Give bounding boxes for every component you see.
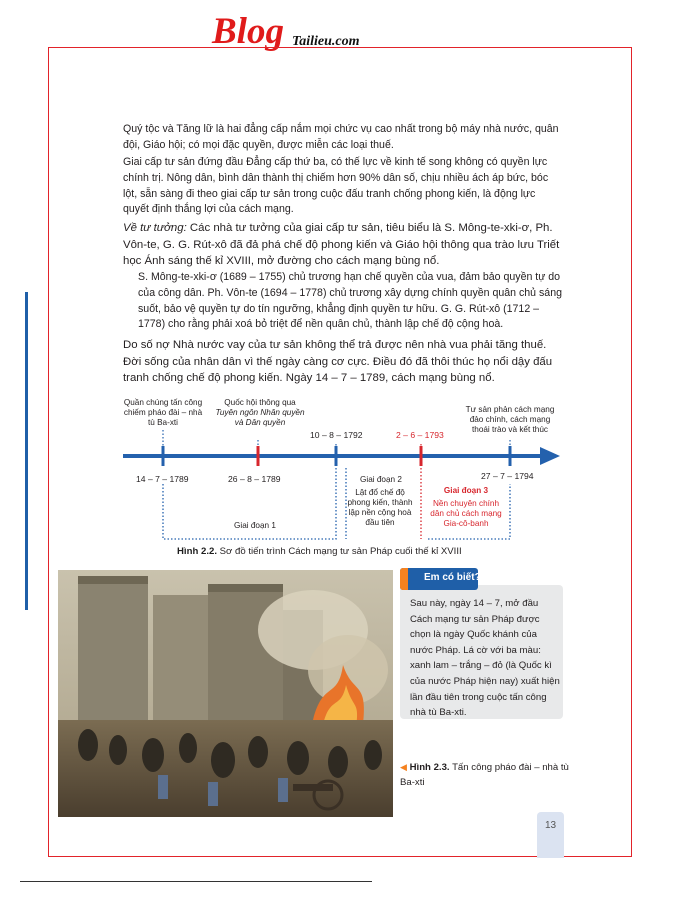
paragraph-lead: Về tư tưởng: (123, 222, 187, 234)
tower-mid (153, 595, 208, 730)
timeline-date-c: 10 – 8 – 1792 (310, 430, 363, 440)
paragraph-text: Quý tộc và Tăng lữ là hai đẳng cấp nắm mọi chức vụ cao nhất trong bộ máy nhà nước, quân đội, Giáo hội; có mọi đặc quyền, được miễn các loại thuế. (123, 123, 559, 151)
paragraph-nobility (123, 122, 563, 154)
phase2-title: Giai đoạn 2 (360, 475, 402, 484)
paragraph-ideology (123, 220, 563, 270)
phase3-title: Giai đoạn 3 (443, 486, 489, 495)
timeline-label-thermidor: Tư sản phản cách mạng đảo chính, cách mạng thoái trào và kết thúc (465, 405, 555, 434)
timeline-date-e: 27 – 7 – 1794 (481, 471, 534, 481)
timeline-label-bastille: Quần chúng tấn công chiếm pháo đài – nhà tù Ba-xti (123, 398, 203, 427)
page-number-tab (537, 812, 564, 858)
paragraph-thinkers (138, 270, 563, 333)
timeline-label-declaration-line1: Quốc hội thông qua (224, 398, 296, 407)
timeline-date-d: 2 – 6 – 1793 (396, 430, 444, 440)
figure-2-3-text: Tấn công pháo đài – nhà tù Ba-xti (400, 762, 569, 788)
paragraph-text: S. Mông-te-xki-ơ (1689 – 1755) chủ trương hạn chế quyền của vua, đảm bảo quyền tự do của công dân. Ph. Vôn-te (1694 – 1778) chủ trương xây dựng chính quyền quân chủ sáng suốt, bảo vệ quyền tự do tín ngưỡng, khẳng định quyền tư hữu. G. G. Rút-xô (1712 – 1778) cho rằng phải xoá bỏ triệt để nền quân chủ, thành lập chế độ cộng hoà. (138, 271, 562, 331)
cannon (293, 784, 333, 791)
side-accent-bar (25, 292, 28, 610)
logo-site: Tailieu.com (292, 34, 360, 49)
timeline-arrow (540, 447, 560, 465)
timeline-date-b: 26 – 8 – 1789 (228, 474, 281, 484)
timeline-label-declaration (212, 398, 308, 428)
battlement-center (208, 584, 283, 592)
did-you-know-text: Sau này, ngày 14 – 7, mở đầu Cách mạng tư sản Pháp được chọn là ngày Quốc khánh của nước Pháp. Lá cờ với ba màu: xanh lam – trắng – đỏ (là Quốc kì của nước Pháp hiện nay) xuất hiện lần đầu tiên trong cuộc tấn công nhà tù Ba-xti. (410, 598, 560, 719)
phase3-desc: Nền chuyên chính dân chủ cách mạng Gia-cô-banh (430, 499, 502, 528)
figure-2-3-label: Hình 2.3. (409, 762, 450, 773)
paragraph-text: Do số nợ Nhà nước vay của tư sản không thể trả được nên nhà vua phải tăng thuế. Đời sống của nhân dân vì thế ngày càng cơ cực. Điều đó đã thôi thúc họ nổi dậy đấu tranh chống chế độ phong kiến. Ngày 14 – 7 – 1789, cách mạng bùng nổ. (123, 339, 553, 385)
caption-triangle-icon: ◀ (400, 762, 407, 772)
timeline-label-declaration-title: Tuyên ngôn Nhân quyền và Dân quyền (215, 408, 305, 427)
figure-2-2-text: Sơ đồ tiến trình Cách mạng tư sản Pháp cuối thế kỉ XVIII (216, 546, 462, 557)
did-you-know-title: Em có biết? (424, 572, 481, 583)
logo-brand: Blog (212, 11, 284, 52)
figure-2-2-label: Hình 2.2. (177, 546, 217, 557)
phase2-desc: Lật đổ chế độ phong kiến, thành lập nền cộng hoà đầu tiên (347, 488, 413, 527)
did-you-know-tag (400, 568, 481, 590)
phase1-label: Giai đoạn 1 (234, 521, 276, 530)
paragraph-text: Giai cấp tư sản đứng đầu Đẳng cấp thứ ba, có thế lực về kinh tế song không có quyền lực chính trị. Nông dân, bình dân thành thị chiếm hơn 90% dân số, chịu nhiều ách áp bức, bóc lột, sẵn sàng đi theo giai cấp tư sản trong cuộc đấu tranh chống phong kiến, là động lực quyết định thắng lợi của cách mạng. (123, 156, 549, 216)
page-number: 13 (544, 820, 557, 831)
figure-2-3-caption (400, 760, 570, 790)
tag-stripe (400, 568, 408, 590)
timeline-date-a: 14 – 7 – 1789 (136, 474, 189, 484)
footer-rule (20, 881, 372, 882)
bastille-painting (58, 570, 393, 817)
battlement-left (78, 576, 148, 584)
paragraph-text: Các nhà tư tưởng của giai cấp tư sản, tiêu biểu là S. Mông-te-xki-ơ, Ph. Vôn-te, G. G. Rút-xô đã đả phá chế độ phong kiến và Giáo hội thông qua trào lưu Triết học Ánh sáng thế kỉ XVIII, mở đường cho cách mạng bùng nổ. (123, 222, 560, 268)
paragraph-bourgeoisie (123, 155, 563, 218)
paragraph-outbreak (123, 337, 563, 387)
tower-left (78, 580, 148, 730)
figure-2-2-caption (177, 546, 462, 557)
